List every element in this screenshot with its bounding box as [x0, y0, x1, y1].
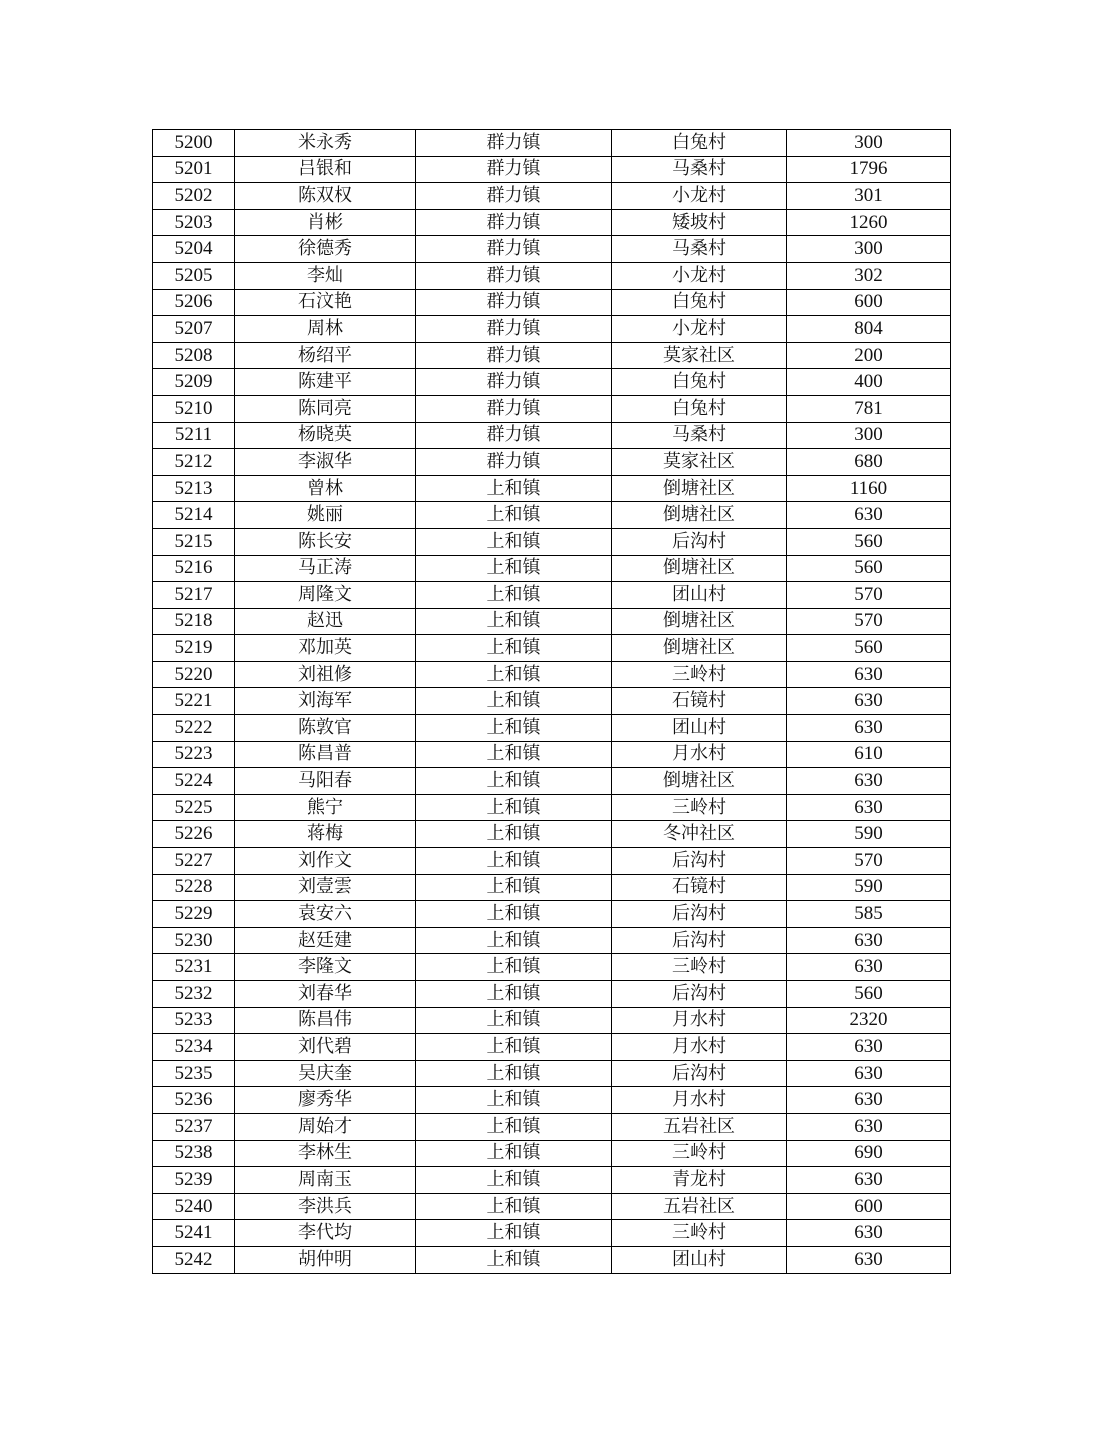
town-cell: 上和镇	[416, 848, 612, 875]
row-number-cell: 5239	[153, 1167, 235, 1194]
village-cell: 后沟村	[612, 848, 787, 875]
amount-cell: 781	[787, 395, 951, 422]
amount-cell: 301	[787, 183, 951, 210]
village-cell: 倒塘社区	[612, 608, 787, 635]
amount-cell: 300	[787, 130, 951, 157]
village-cell: 月水村	[612, 1034, 787, 1061]
village-cell: 石镜村	[612, 688, 787, 715]
table-row	[153, 449, 951, 476]
row-number-cell: 5232	[153, 981, 235, 1008]
table-row	[153, 183, 951, 210]
town-cell: 上和镇	[416, 582, 612, 609]
table-row	[153, 369, 951, 396]
person-name-cell: 邓加英	[235, 635, 416, 662]
amount-cell: 600	[787, 1193, 951, 1220]
person-name-cell: 李淑华	[235, 449, 416, 476]
person-name-cell: 刘作文	[235, 848, 416, 875]
amount-cell: 570	[787, 608, 951, 635]
town-cell: 上和镇	[416, 608, 612, 635]
amount-cell: 200	[787, 342, 951, 369]
person-name-cell: 陈双权	[235, 183, 416, 210]
table-row	[153, 289, 951, 316]
person-name-cell: 吕银和	[235, 156, 416, 183]
town-cell: 群力镇	[416, 289, 612, 316]
town-cell: 上和镇	[416, 874, 612, 901]
village-cell: 团山村	[612, 582, 787, 609]
amount-cell: 400	[787, 369, 951, 396]
document-page	[152, 129, 951, 1274]
records-table-body	[153, 130, 951, 1274]
amount-cell: 600	[787, 289, 951, 316]
row-number-cell: 5208	[153, 342, 235, 369]
amount-cell: 300	[787, 236, 951, 263]
person-name-cell: 周始才	[235, 1113, 416, 1140]
person-name-cell: 陈昌普	[235, 741, 416, 768]
amount-cell: 630	[787, 1034, 951, 1061]
table-row	[153, 715, 951, 742]
table-row	[153, 608, 951, 635]
village-cell: 三岭村	[612, 954, 787, 981]
amount-cell: 630	[787, 768, 951, 795]
town-cell: 群力镇	[416, 395, 612, 422]
amount-cell: 630	[787, 1060, 951, 1087]
table-row	[153, 821, 951, 848]
table-row	[153, 1060, 951, 1087]
table-row	[153, 262, 951, 289]
amount-cell: 300	[787, 422, 951, 449]
village-cell: 五岩社区	[612, 1113, 787, 1140]
table-row	[153, 528, 951, 555]
table-row	[153, 661, 951, 688]
village-cell: 三岭村	[612, 661, 787, 688]
row-number-cell: 5226	[153, 821, 235, 848]
person-name-cell: 陈昌伟	[235, 1007, 416, 1034]
village-cell: 三岭村	[612, 1220, 787, 1247]
amount-cell: 560	[787, 528, 951, 555]
person-name-cell: 陈长安	[235, 528, 416, 555]
person-name-cell: 马正涛	[235, 555, 416, 582]
row-number-cell: 5210	[153, 395, 235, 422]
town-cell: 上和镇	[416, 555, 612, 582]
table-row	[153, 209, 951, 236]
village-cell: 倒塘社区	[612, 502, 787, 529]
row-number-cell: 5235	[153, 1060, 235, 1087]
table-row	[153, 1140, 951, 1167]
amount-cell: 560	[787, 555, 951, 582]
town-cell: 上和镇	[416, 1220, 612, 1247]
row-number-cell: 5200	[153, 130, 235, 157]
row-number-cell: 5223	[153, 741, 235, 768]
row-number-cell: 5228	[153, 874, 235, 901]
village-cell: 倒塘社区	[612, 555, 787, 582]
amount-cell: 1260	[787, 209, 951, 236]
table-row	[153, 236, 951, 263]
row-number-cell: 5236	[153, 1087, 235, 1114]
village-cell: 月水村	[612, 741, 787, 768]
town-cell: 上和镇	[416, 794, 612, 821]
table-row	[153, 582, 951, 609]
amount-cell: 680	[787, 449, 951, 476]
table-row	[153, 794, 951, 821]
amount-cell: 2320	[787, 1007, 951, 1034]
town-cell: 上和镇	[416, 1060, 612, 1087]
town-cell: 群力镇	[416, 316, 612, 343]
person-name-cell: 廖秀华	[235, 1087, 416, 1114]
person-name-cell: 米永秀	[235, 130, 416, 157]
table-row	[153, 502, 951, 529]
town-cell: 上和镇	[416, 475, 612, 502]
person-name-cell: 刘春华	[235, 981, 416, 1008]
town-cell: 群力镇	[416, 422, 612, 449]
row-number-cell: 5234	[153, 1034, 235, 1061]
town-cell: 上和镇	[416, 1007, 612, 1034]
records-table	[152, 129, 951, 1274]
village-cell: 白兔村	[612, 289, 787, 316]
row-number-cell: 5241	[153, 1220, 235, 1247]
row-number-cell: 5209	[153, 369, 235, 396]
amount-cell: 630	[787, 1167, 951, 1194]
town-cell: 上和镇	[416, 502, 612, 529]
table-row	[153, 1087, 951, 1114]
village-cell: 石镜村	[612, 874, 787, 901]
village-cell: 冬冲社区	[612, 821, 787, 848]
row-number-cell: 5229	[153, 901, 235, 928]
row-number-cell: 5211	[153, 422, 235, 449]
amount-cell: 630	[787, 502, 951, 529]
town-cell: 上和镇	[416, 1113, 612, 1140]
village-cell: 马桑村	[612, 156, 787, 183]
row-number-cell: 5227	[153, 848, 235, 875]
village-cell: 倒塘社区	[612, 768, 787, 795]
person-name-cell: 赵迅	[235, 608, 416, 635]
row-number-cell: 5203	[153, 209, 235, 236]
row-number-cell: 5231	[153, 954, 235, 981]
village-cell: 月水村	[612, 1087, 787, 1114]
row-number-cell: 5225	[153, 794, 235, 821]
row-number-cell: 5222	[153, 715, 235, 742]
village-cell: 倒塘社区	[612, 635, 787, 662]
person-name-cell: 曾林	[235, 475, 416, 502]
town-cell: 群力镇	[416, 209, 612, 236]
row-number-cell: 5242	[153, 1246, 235, 1273]
person-name-cell: 赵廷建	[235, 927, 416, 954]
person-name-cell: 杨绍平	[235, 342, 416, 369]
person-name-cell: 刘祖修	[235, 661, 416, 688]
row-number-cell: 5206	[153, 289, 235, 316]
village-cell: 白兔村	[612, 369, 787, 396]
table-row	[153, 981, 951, 1008]
amount-cell: 630	[787, 715, 951, 742]
table-row	[153, 130, 951, 157]
amount-cell: 690	[787, 1140, 951, 1167]
person-name-cell: 李洪兵	[235, 1193, 416, 1220]
village-cell: 白兔村	[612, 395, 787, 422]
table-row	[153, 1167, 951, 1194]
person-name-cell: 杨晓英	[235, 422, 416, 449]
person-name-cell: 刘壹雲	[235, 874, 416, 901]
row-number-cell: 5237	[153, 1113, 235, 1140]
village-cell: 白兔村	[612, 130, 787, 157]
person-name-cell: 李代均	[235, 1220, 416, 1247]
village-cell: 后沟村	[612, 528, 787, 555]
amount-cell: 630	[787, 927, 951, 954]
person-name-cell: 吴庆奎	[235, 1060, 416, 1087]
row-number-cell: 5224	[153, 768, 235, 795]
table-row	[153, 1007, 951, 1034]
person-name-cell: 陈建平	[235, 369, 416, 396]
amount-cell: 560	[787, 635, 951, 662]
row-number-cell: 5213	[153, 475, 235, 502]
village-cell: 团山村	[612, 715, 787, 742]
row-number-cell: 5207	[153, 316, 235, 343]
town-cell: 上和镇	[416, 927, 612, 954]
town-cell: 上和镇	[416, 715, 612, 742]
table-row	[153, 555, 951, 582]
person-name-cell: 陈同亮	[235, 395, 416, 422]
village-cell: 后沟村	[612, 981, 787, 1008]
town-cell: 上和镇	[416, 821, 612, 848]
village-cell: 马桑村	[612, 422, 787, 449]
town-cell: 上和镇	[416, 1167, 612, 1194]
table-row	[153, 1034, 951, 1061]
village-cell: 小龙村	[612, 183, 787, 210]
town-cell: 上和镇	[416, 1087, 612, 1114]
person-name-cell: 刘代碧	[235, 1034, 416, 1061]
village-cell: 倒塘社区	[612, 475, 787, 502]
person-name-cell: 肖彬	[235, 209, 416, 236]
village-cell: 矮坡村	[612, 209, 787, 236]
amount-cell: 1796	[787, 156, 951, 183]
person-name-cell: 马阳春	[235, 768, 416, 795]
village-cell: 莫家社区	[612, 449, 787, 476]
village-cell: 三岭村	[612, 1140, 787, 1167]
village-cell: 后沟村	[612, 1060, 787, 1087]
village-cell: 月水村	[612, 1007, 787, 1034]
row-number-cell: 5202	[153, 183, 235, 210]
table-row	[153, 316, 951, 343]
table-row	[153, 635, 951, 662]
table-row	[153, 342, 951, 369]
town-cell: 群力镇	[416, 156, 612, 183]
table-row	[153, 156, 951, 183]
table-row	[153, 422, 951, 449]
table-row	[153, 954, 951, 981]
row-number-cell: 5217	[153, 582, 235, 609]
town-cell: 上和镇	[416, 1034, 612, 1061]
town-cell: 上和镇	[416, 528, 612, 555]
row-number-cell: 5216	[153, 555, 235, 582]
table-row	[153, 1113, 951, 1140]
amount-cell: 630	[787, 954, 951, 981]
amount-cell: 804	[787, 316, 951, 343]
table-row	[153, 874, 951, 901]
table-row	[153, 1220, 951, 1247]
town-cell: 群力镇	[416, 236, 612, 263]
amount-cell: 630	[787, 688, 951, 715]
person-name-cell: 周南玉	[235, 1167, 416, 1194]
row-number-cell: 5233	[153, 1007, 235, 1034]
row-number-cell: 5219	[153, 635, 235, 662]
person-name-cell: 袁安六	[235, 901, 416, 928]
amount-cell: 570	[787, 582, 951, 609]
amount-cell: 585	[787, 901, 951, 928]
amount-cell: 630	[787, 794, 951, 821]
person-name-cell: 熊宁	[235, 794, 416, 821]
amount-cell: 630	[787, 1113, 951, 1140]
amount-cell: 630	[787, 1246, 951, 1273]
town-cell: 上和镇	[416, 635, 612, 662]
town-cell: 群力镇	[416, 262, 612, 289]
town-cell: 上和镇	[416, 954, 612, 981]
person-name-cell: 周林	[235, 316, 416, 343]
person-name-cell: 徐德秀	[235, 236, 416, 263]
row-number-cell: 5230	[153, 927, 235, 954]
row-number-cell: 5204	[153, 236, 235, 263]
amount-cell: 610	[787, 741, 951, 768]
table-row	[153, 848, 951, 875]
person-name-cell: 刘海军	[235, 688, 416, 715]
table-row	[153, 395, 951, 422]
table-row	[153, 927, 951, 954]
row-number-cell: 5221	[153, 688, 235, 715]
person-name-cell: 周隆文	[235, 582, 416, 609]
town-cell: 上和镇	[416, 1193, 612, 1220]
village-cell: 五岩社区	[612, 1193, 787, 1220]
table-row	[153, 901, 951, 928]
village-cell: 小龙村	[612, 316, 787, 343]
row-number-cell: 5215	[153, 528, 235, 555]
town-cell: 上和镇	[416, 1246, 612, 1273]
town-cell: 群力镇	[416, 449, 612, 476]
row-number-cell: 5238	[153, 1140, 235, 1167]
person-name-cell: 石汶艳	[235, 289, 416, 316]
town-cell: 上和镇	[416, 981, 612, 1008]
village-cell: 后沟村	[612, 901, 787, 928]
row-number-cell: 5201	[153, 156, 235, 183]
town-cell: 群力镇	[416, 369, 612, 396]
village-cell: 三岭村	[612, 794, 787, 821]
person-name-cell: 胡仲明	[235, 1246, 416, 1273]
person-name-cell: 李灿	[235, 262, 416, 289]
person-name-cell: 李林生	[235, 1140, 416, 1167]
town-cell: 上和镇	[416, 688, 612, 715]
row-number-cell: 5218	[153, 608, 235, 635]
town-cell: 上和镇	[416, 768, 612, 795]
table-row	[153, 475, 951, 502]
amount-cell: 1160	[787, 475, 951, 502]
amount-cell: 590	[787, 821, 951, 848]
table-row	[153, 1246, 951, 1273]
town-cell: 上和镇	[416, 901, 612, 928]
village-cell: 马桑村	[612, 236, 787, 263]
person-name-cell: 李隆文	[235, 954, 416, 981]
amount-cell: 630	[787, 1220, 951, 1247]
amount-cell: 630	[787, 1087, 951, 1114]
table-row	[153, 741, 951, 768]
row-number-cell: 5205	[153, 262, 235, 289]
town-cell: 群力镇	[416, 342, 612, 369]
town-cell: 群力镇	[416, 183, 612, 210]
person-name-cell: 蒋梅	[235, 821, 416, 848]
amount-cell: 590	[787, 874, 951, 901]
row-number-cell: 5214	[153, 502, 235, 529]
village-cell: 莫家社区	[612, 342, 787, 369]
town-cell: 上和镇	[416, 741, 612, 768]
amount-cell: 560	[787, 981, 951, 1008]
village-cell: 青龙村	[612, 1167, 787, 1194]
person-name-cell: 姚丽	[235, 502, 416, 529]
amount-cell: 570	[787, 848, 951, 875]
row-number-cell: 5212	[153, 449, 235, 476]
amount-cell: 630	[787, 661, 951, 688]
person-name-cell: 陈敦官	[235, 715, 416, 742]
village-cell: 团山村	[612, 1246, 787, 1273]
town-cell: 上和镇	[416, 1140, 612, 1167]
village-cell: 后沟村	[612, 927, 787, 954]
table-row	[153, 1193, 951, 1220]
row-number-cell: 5220	[153, 661, 235, 688]
village-cell: 小龙村	[612, 262, 787, 289]
town-cell: 群力镇	[416, 130, 612, 157]
amount-cell: 302	[787, 262, 951, 289]
row-number-cell: 5240	[153, 1193, 235, 1220]
table-row	[153, 768, 951, 795]
table-row	[153, 688, 951, 715]
town-cell: 上和镇	[416, 661, 612, 688]
